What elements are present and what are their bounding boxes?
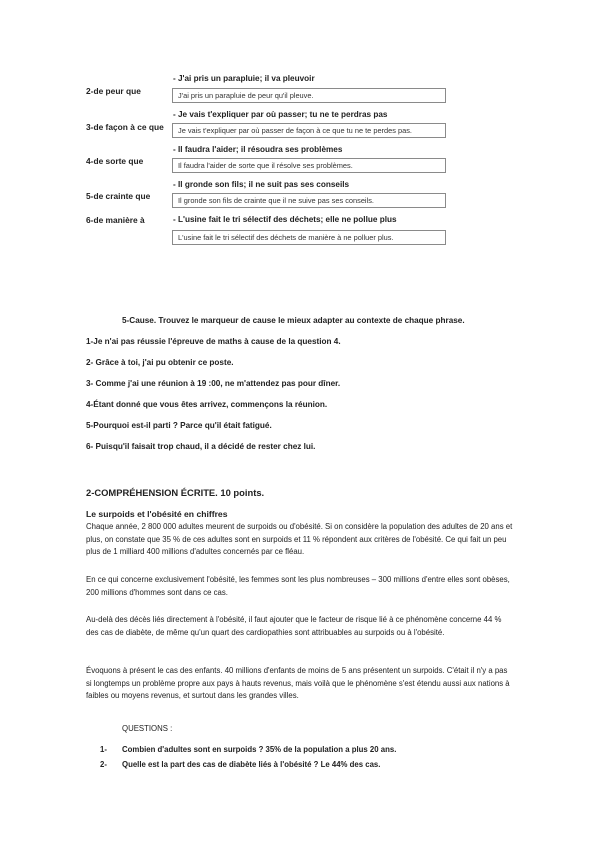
answer-field[interactable]: [172, 88, 446, 103]
exercise5-title: 5-Cause. Trouvez le marqueur de cause le mieux adapter au contexte de chaque phrase.: [122, 316, 465, 325]
row-sentence: - J'ai pris un parapluie; il va pleuvoir: [173, 74, 315, 83]
row-sentence: - Il gronde son fils; il ne suit pas ses conseils: [173, 180, 350, 189]
answer-field[interactable]: [172, 123, 446, 138]
row-label: 2-de peur que: [86, 86, 141, 96]
list-item: 2- Grâce à toi, j'ai pu obtenir ce poste.: [86, 358, 234, 367]
paragraph: En ce qui concerne exclusivement l'obésité, les femmes sont les plus nombreuses – 300 millions d'entre elles sont obèses, 200 millions d'hommes sont dans ce cas.: [86, 575, 510, 597]
row-sentence: - Il faudra l'aider; il résoudra ses problèmes: [173, 145, 343, 154]
row-label: 6-de manière à: [86, 215, 145, 225]
questions-label: QUESTIONS :: [122, 724, 173, 733]
answer-text: Il gronde son fils de crainte que il ne suive pas ses conseils.: [178, 196, 374, 205]
article-title: Le surpoids et l'obésité en chiffres: [86, 509, 228, 519]
answer-text: J'ai pris un parapluie de peur qu'il pleuve.: [178, 91, 314, 100]
list-item: 3- Comme j'ai une réunion à 19 :00, ne m'attendez pas pour dîner.: [86, 379, 341, 388]
row-label: 3-de façon à ce que: [86, 122, 164, 132]
paragraph: Évoquons à présent le cas des enfants. 40 millions d'enfants de moins de 5 ans présentent un surpoids. C'était il n'y a pas si longtemps un problème propre aux pays à hauts revenus, mais voilà que le phénomène s'est étendu aussi aux nations à faibles ou moyens revenus, et surtout dans les grandes villes.: [86, 666, 510, 700]
question-text: Combien d'adultes sont en surpoids ? 35% de la population a plus 20 ans.: [122, 745, 397, 754]
question-number: 2-: [100, 760, 107, 769]
answer-text: Je vais t'expliquer par où passer de façon à ce que tu ne te perdes pas.: [178, 126, 412, 135]
row-sentence: - Je vais t'expliquer par où passer; tu ne te perdras pas: [173, 110, 388, 119]
list-item: 4-Étant donné que vous êtes arrivez, commençons la réunion.: [86, 400, 328, 409]
paragraph: Au-delà des décès liés directement à l'obésité, il faut ajouter que le facteur de risque lié à ce phénomène concerne 44 % des cas de diabète, de même qu'un quart des cardiopathies sont attribuables au surpoids ou à l'obésité.: [86, 615, 502, 637]
answer-text: Il faudra l'aider de sorte que il résolve ses problèmes.: [178, 161, 353, 170]
list-item: 6- Puisqu'il faisait trop chaud, il a décidé de rester chez lui.: [86, 442, 316, 451]
answer-field[interactable]: [172, 193, 446, 208]
answer-field[interactable]: [172, 158, 446, 173]
row-label: 5-de crainte que: [86, 191, 151, 201]
list-item: 5-Pourquoi est-il parti ? Parce qu'il était fatigué.: [86, 421, 272, 430]
answer-field[interactable]: [172, 230, 446, 245]
paragraph: Chaque année, 2 800 000 adultes meurent de surpoids ou d'obésité. Si on considère la population des adultes de 20 ans et plus, on constate que 35 % de ces adultes sont en surpoids et 11 % répondent aux critères de l'obésité. Ce qui fait un peu plus de 1 milliard 400 millions d'adultes concernés par ce fléau.: [86, 522, 513, 556]
question-text: Quelle est la part des cas de diabète liés à l'obésité ? Le 44% des cas.: [122, 760, 381, 769]
section-heading: 2-COMPRÉHENSION ÉCRITE. 10 points.: [86, 487, 265, 498]
list-item: 1-Je n'ai pas réussie l'épreuve de maths à cause de la question 4.: [86, 337, 341, 346]
answer-text: L'usine fait le tri sélectif des déchets de manière à ne polluer plus.: [178, 233, 394, 242]
row-label: 4-de sorte que: [86, 156, 144, 166]
row-sentence: - L'usine fait le tri sélectif des déchets; elle ne pollue plus: [173, 215, 397, 224]
question-number: 1-: [100, 745, 107, 754]
